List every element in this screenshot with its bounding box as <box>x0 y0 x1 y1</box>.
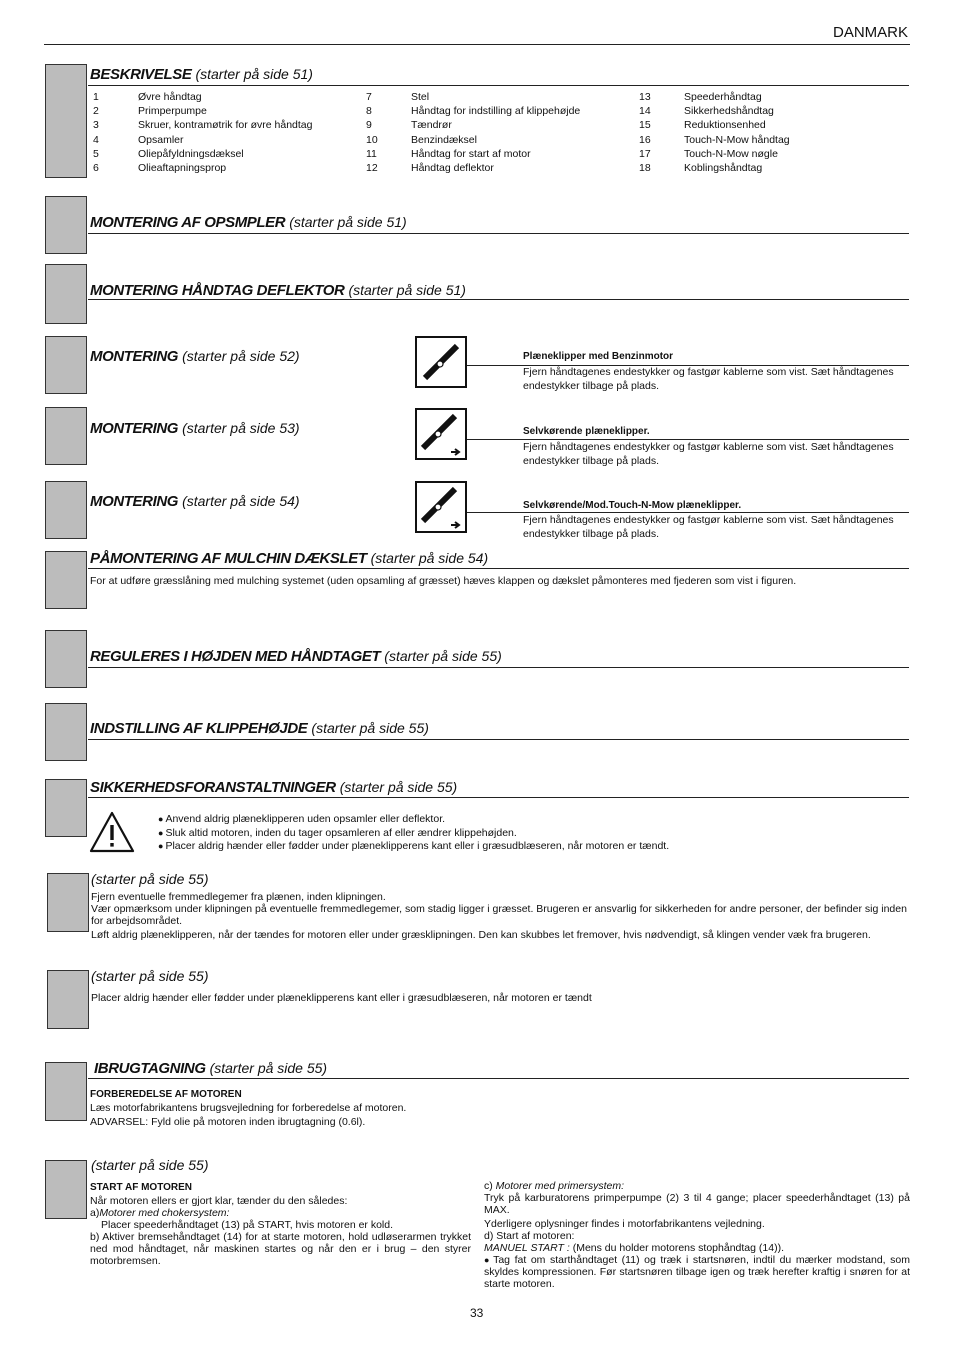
montering-53-text: Fjern håndtagenes endestykker og fastgør kablerne som vist. Sæt håndtagenes endestykker tilbage på plads. <box>523 441 894 467</box>
montering-53-subtitle: Selvkørende plæneklipper. <box>523 426 650 437</box>
part-name: Stel <box>411 91 430 103</box>
part-name: Koblingshåndtag <box>684 162 763 174</box>
section-marker <box>45 196 87 254</box>
section-title-reguleres: REGULERES I HØJDEN MED HÅNDTAGET (starter på side 55) <box>90 648 502 665</box>
start-subtitle: START AF MOTOREN <box>90 1182 193 1193</box>
part-number: 18 <box>639 162 651 174</box>
title-rule <box>467 439 909 440</box>
part-number: 14 <box>639 105 651 118</box>
section-title-indstilling: INDSTILLING AF KLIPPEHØJDE (starter på side 55) <box>90 720 429 737</box>
part-name: Håndtag for start af motor <box>411 147 531 160</box>
part-number: 3 <box>93 119 99 132</box>
section-marker <box>45 551 87 609</box>
paragraph: Fjern eventuelle fremmedlegemer fra plænen, inden klipningen. <box>91 891 386 903</box>
safety-bullets <box>158 813 908 854</box>
paragraph: b) Aktiver bremsehåndtaget (14) for at starte motoren, hold udløserarmen trykket ned mod håndtaget, når maskinen startes og når den er i brug – den styrer motorbremsen. <box>90 1231 471 1267</box>
part-number: 11 <box>366 147 377 160</box>
list-item: ● Sluk altid motoren, inden du tager opsamleren af eller ændrer klippehøjden. <box>158 827 908 841</box>
cable-install-arrow-icon <box>415 408 467 460</box>
montering-52-text: Fjern håndtagenes endestykker og fastgør kablerne som vist. Sæt håndtagenes endestykker tilbage på plads. <box>523 366 894 392</box>
section-marker <box>45 1062 87 1121</box>
section-title-beskrivelse: BESKRIVELSE (starter på side 51) <box>90 66 313 83</box>
part-name: Tændrør <box>411 119 452 132</box>
section-marker <box>47 873 89 932</box>
section-title-sikkerhed: SIKKERHEDSFORANSTALTNINGER (starter på side 55) <box>90 779 458 796</box>
title-rule <box>88 1078 909 1079</box>
montering-54-text: Fjern håndtagenes endestykker og fastgør kablerne som vist. Sæt håndtagenes endestykker tilbage på plads. <box>523 514 894 540</box>
country-label: DANMARK <box>832 24 908 41</box>
part-number: 2 <box>93 105 99 118</box>
section-ref-55a: (starter på side 55) <box>91 871 209 887</box>
part-name: Speederhåndtag <box>684 91 762 103</box>
section-title-montering-54: MONTERING (starter på side 54) <box>90 493 300 510</box>
mulchin-text: For at udføre græsslåning med mulching systemet (uden opsamling af græsset) hæves klappen og dækslet påmonteres med fjederen som vist i figuren. <box>90 575 797 587</box>
section-ref-55b: (starter på side 55) <box>91 968 209 984</box>
paragraph: Yderligere oplysninger findes i motorfabrikantens vejledning. <box>484 1218 765 1230</box>
start-left-column <box>90 1195 471 1267</box>
montering-52-subtitle: Plæneklipper med Benzinmotor <box>523 351 674 362</box>
paragraph: ADVARSEL: Fyld olie på motoren inden ibrugtagning (0.6l). <box>90 1115 366 1128</box>
start-right-column <box>484 1180 910 1290</box>
montering-54-subtitle: Selvkørende/Mod.Touch-N-Mow plæneklipper. <box>523 500 742 511</box>
list-item: ● Tag fat om starthåndtaget (11) og træk i startsnøren, indtil du mærker modstand, som skyldes kompressionen. Før startsnøren tilbage igen og træk herefter kraftig i snøren for at starte motoren. <box>484 1254 910 1290</box>
section-title-deflektor: MONTERING HÅNDTAG DEFLEKTOR (starter på side 51) <box>90 282 466 299</box>
cable-install-icon <box>415 336 467 388</box>
part-name: Skruer, kontramøtrik for øvre håndtag <box>138 119 313 132</box>
section-title-mulchin: PÅMONTERING AF MULCHIN DÆKSLET (starter på side 54) <box>90 550 489 567</box>
paragraph: Læs motorfabrikantens brugsvejledning for forberedelse af motoren. <box>90 1102 407 1114</box>
section-title-montering-52: MONTERING (starter på side 52) <box>90 348 300 365</box>
section-ref-start: (starter på side 55) <box>91 1157 209 1173</box>
title-rule <box>88 739 909 740</box>
list-item: ● Placer aldrig hænder eller fødder under plæneklipperens kant eller i græsudblæseren, når motoren er tændt. <box>158 840 908 854</box>
part-name: Touch-N-Mow nøgle <box>684 147 778 160</box>
part-name: Øvre håndtag <box>138 91 202 103</box>
part-number: 10 <box>366 133 378 146</box>
list-item: ● Anvend aldrig plæneklipperen uden opsamler eller deflektor. <box>158 813 908 827</box>
part-name: Reduktionsenhed <box>684 119 766 132</box>
part-name: Oliepåfyldningsdæksel <box>138 147 244 160</box>
section-title-opsamler: MONTERING AF OPSMPLER (starter på side 51) <box>90 214 407 231</box>
paragraph: Vær opmærksom under klipningen på eventuelle fremmedlegemer, som stadig ligger i græsset. Brugeren er ansvarlig for sikkerheden for andre personer, der befinder sig inden for arbejdsområdet. <box>91 903 907 927</box>
part-number: 6 <box>93 162 99 174</box>
title-rule <box>88 568 909 569</box>
part-name: Touch-N-Mow håndtag <box>684 133 790 146</box>
part-number: 17 <box>639 147 651 160</box>
s55a-text <box>91 891 911 941</box>
part-name: Håndtag deflektor <box>411 162 494 174</box>
section-marker <box>45 64 87 178</box>
title-rule <box>467 512 909 513</box>
section-marker <box>45 407 87 465</box>
part-number: 1 <box>93 91 99 103</box>
paragraph: Placer speederhåndtaget (13) på START, hvis motoren er kold. <box>101 1219 394 1231</box>
title-rule <box>88 233 909 234</box>
section-marker <box>47 970 89 1029</box>
part-name: Olieaftapningsprop <box>138 162 227 174</box>
ibrug-subtitle: FORBEREDELSE AF MOTOREN <box>90 1089 242 1100</box>
paragraph: d) Start af motoren: <box>484 1230 575 1242</box>
part-name: Sikkerhedshåndtag <box>684 105 774 118</box>
title-rule <box>88 85 909 86</box>
section-marker <box>45 481 87 539</box>
paragraph: a)Motorer med chokersystem: <box>90 1207 230 1219</box>
part-name: Primperpumpe <box>138 105 207 118</box>
part-number: 8 <box>366 105 372 118</box>
paragraph: Når motoren ellers er gjort klar, tænder du den således: <box>90 1195 348 1207</box>
cable-install-arrow-icon <box>415 481 467 533</box>
part-number: 5 <box>93 147 99 160</box>
part-number: 12 <box>366 162 378 174</box>
section-title-ibrugtagning: IBRUGTAGNING (starter på side 55) <box>94 1060 328 1077</box>
part-name: Opsamler <box>138 133 184 146</box>
title-rule <box>88 299 909 300</box>
warning-triangle-icon <box>89 811 135 858</box>
part-number: 9 <box>366 119 372 132</box>
top-rule <box>44 44 910 45</box>
part-number: 15 <box>639 119 651 132</box>
section-marker <box>45 779 87 837</box>
ibrug-text <box>90 1102 910 1129</box>
paragraph: Tryk på karburatorens primperpumpe (2) 3 til 4 gange; placer speederhåndtaget (13) på MAX. <box>484 1192 910 1216</box>
section-marker <box>45 630 87 688</box>
section-marker <box>45 336 87 394</box>
paragraph: MANUEL START : (Mens du holder motorens stophåndtag (14)). <box>484 1242 784 1254</box>
title-rule <box>88 667 909 668</box>
part-name: Håndtag for indstilling af klippehøjde <box>411 105 581 118</box>
section-marker <box>45 703 87 761</box>
s55b-text: Placer aldrig hænder eller fødder under plæneklipperens kant eller i græsudblæseren, når motoren er tændt <box>91 992 592 1004</box>
title-rule <box>88 797 909 798</box>
part-number: 4 <box>93 133 99 146</box>
page-number: 33 <box>470 1306 484 1320</box>
part-number: 13 <box>639 91 651 103</box>
part-number: 7 <box>366 91 372 103</box>
part-name: Benzindæksel <box>411 133 477 146</box>
section-title-montering-53: MONTERING (starter på side 53) <box>90 420 300 437</box>
section-marker <box>45 1160 87 1219</box>
paragraph: Løft aldrig plæneklipperen, når der tændes for motoren eller under græsklipningen. Den kan skubbes let fremover, hvis nødvendigt, så klingen vender væk fra brugeren. <box>91 929 871 941</box>
section-marker <box>45 264 87 324</box>
part-number: 16 <box>639 133 651 146</box>
paragraph: c) Motorer med primersystem: <box>484 1180 625 1192</box>
